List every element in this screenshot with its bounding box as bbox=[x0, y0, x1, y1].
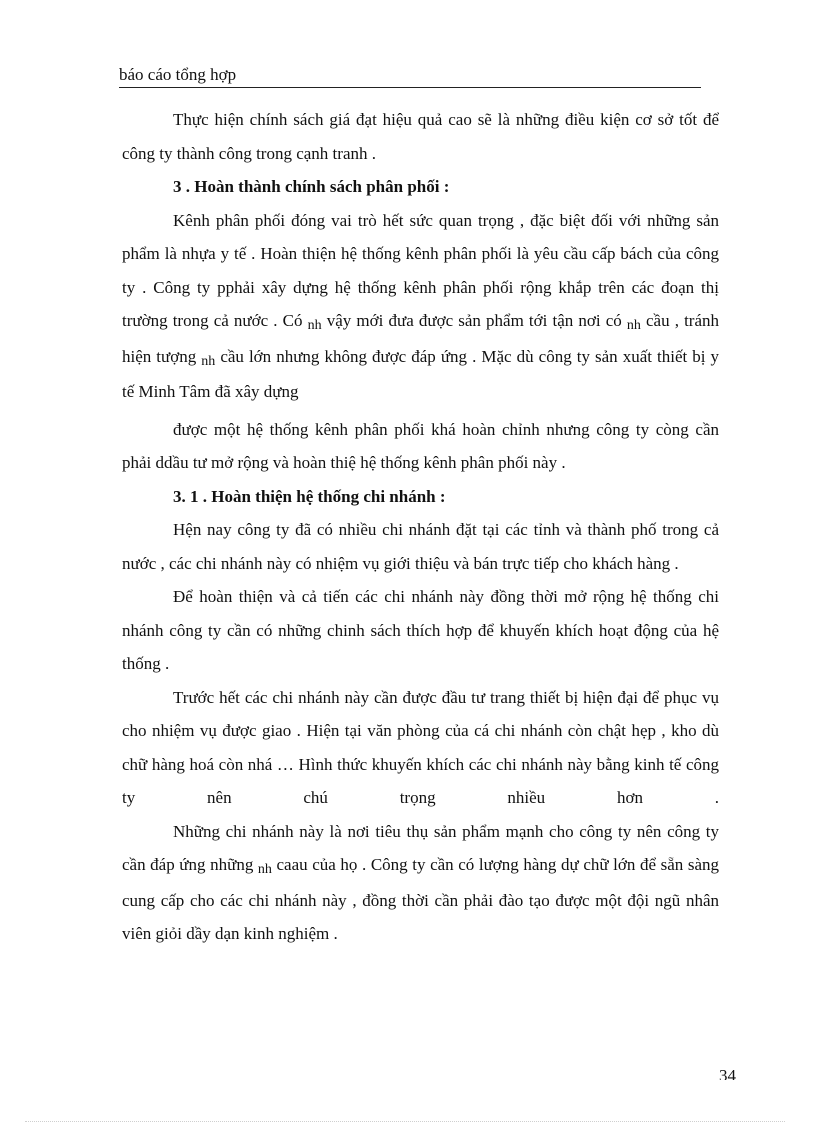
document-body bbox=[122, 103, 719, 951]
text-run: Những chi nhánh này là nơi tiêu thụ sản phẩm mạnh cho công ty nên công ty cần đáp ứng những bbox=[122, 821, 719, 874]
text-run-nh: nh bbox=[257, 862, 272, 877]
paragraph-channel-investment: được một hệ thống kênh phân phối khá hoàn chỉnh nhưng công ty còng cần phải ddầu tư mở rộng và hoàn thiệ hệ thống kênh phân phối này . bbox=[122, 419, 719, 472]
text-run: cầu lớn nhưng không được đáp ứng . Mặc dù công ty sản xuất thiết bị y tế Minh Tâm đã xây dựng bbox=[122, 346, 720, 401]
text-run: Kênh phân phối đóng vai trò hết sức quan trọng , đặc biệt đối với những sản phẩm là nhựa y tế . Hoàn thiện hệ thống kênh phân phối là yêu cầu cấp bách của công ty . Công ty pphải xây dựng hệ thống kênh phân phối rộng khắp trên các đoạn thị trường trong cả nước . Có bbox=[122, 210, 719, 330]
page-number: 34 bbox=[719, 1066, 736, 1080]
paragraph-branch-demand bbox=[122, 815, 719, 951]
text-run: cầu , tránh hiện tượng bbox=[122, 311, 719, 366]
text-run-nh: nh bbox=[307, 318, 322, 333]
running-header: báo cáo tổng hợp bbox=[119, 64, 701, 88]
text-run-nh: nh bbox=[201, 353, 216, 369]
paragraph-current-branches: Hện nay công ty đã có nhiều chi nhánh đặt tại các tỉnh và thành phố trong cả nước , các chi nhánh này có nhiệm vụ giới thiệu và bán trực tiếp cho khách hàng . bbox=[122, 520, 719, 573]
footer-divider bbox=[25, 1121, 785, 1122]
section-heading-distribution: 3 . Hoàn thành chính sách phân phối : bbox=[173, 177, 450, 196]
paragraph-distribution-channels bbox=[122, 204, 719, 409]
paragraph-branch-equipment: Trước hết các chi nhánh này cần được đầu tư trang thiết bị hiện đại để phục vụ cho nhiệm vụ được giao . Hiện tại văn phòng của cá chi nhánh còn chật hẹp , kho dù chữ hàng hoá còn nhá … Hình thức khuyến khích các chi nhánh này bằng kinh tế công ty nên chú trọng nhiều hơn . bbox=[122, 687, 719, 807]
paragraph-price-policy: Thực hiện chính sách giá đạt hiệu quả cao sẽ là những điều kiện cơ sở tốt để công ty thành công trong cạnh tranh . bbox=[122, 110, 719, 163]
text-run: caau của họ . Công ty cần có lượng hàng dự chữ lớn để sẵn sàng cung cấp cho các chi nhánh này , đồng thời cần phải đào tạo được một đội ngũ nhân viên giỏi dầy dạn kinh nghiệm . bbox=[122, 855, 719, 943]
section-heading-branches: 3. 1 . Hoàn thiện hệ thống chi nhánh : bbox=[173, 486, 446, 506]
text-run: vậy mới đưa được sản phẩm tới tận nơi có bbox=[321, 311, 627, 330]
paragraph-improve-branches: Để hoàn thiện và cả tiến các chi nhánh này đồng thời mở rộng hệ thống chi nhánh công ty cần có những chinh sách thích hợp để khuyến khích hoạt động của hệ thống . bbox=[122, 587, 719, 673]
text-run-nh: nh bbox=[626, 318, 641, 333]
